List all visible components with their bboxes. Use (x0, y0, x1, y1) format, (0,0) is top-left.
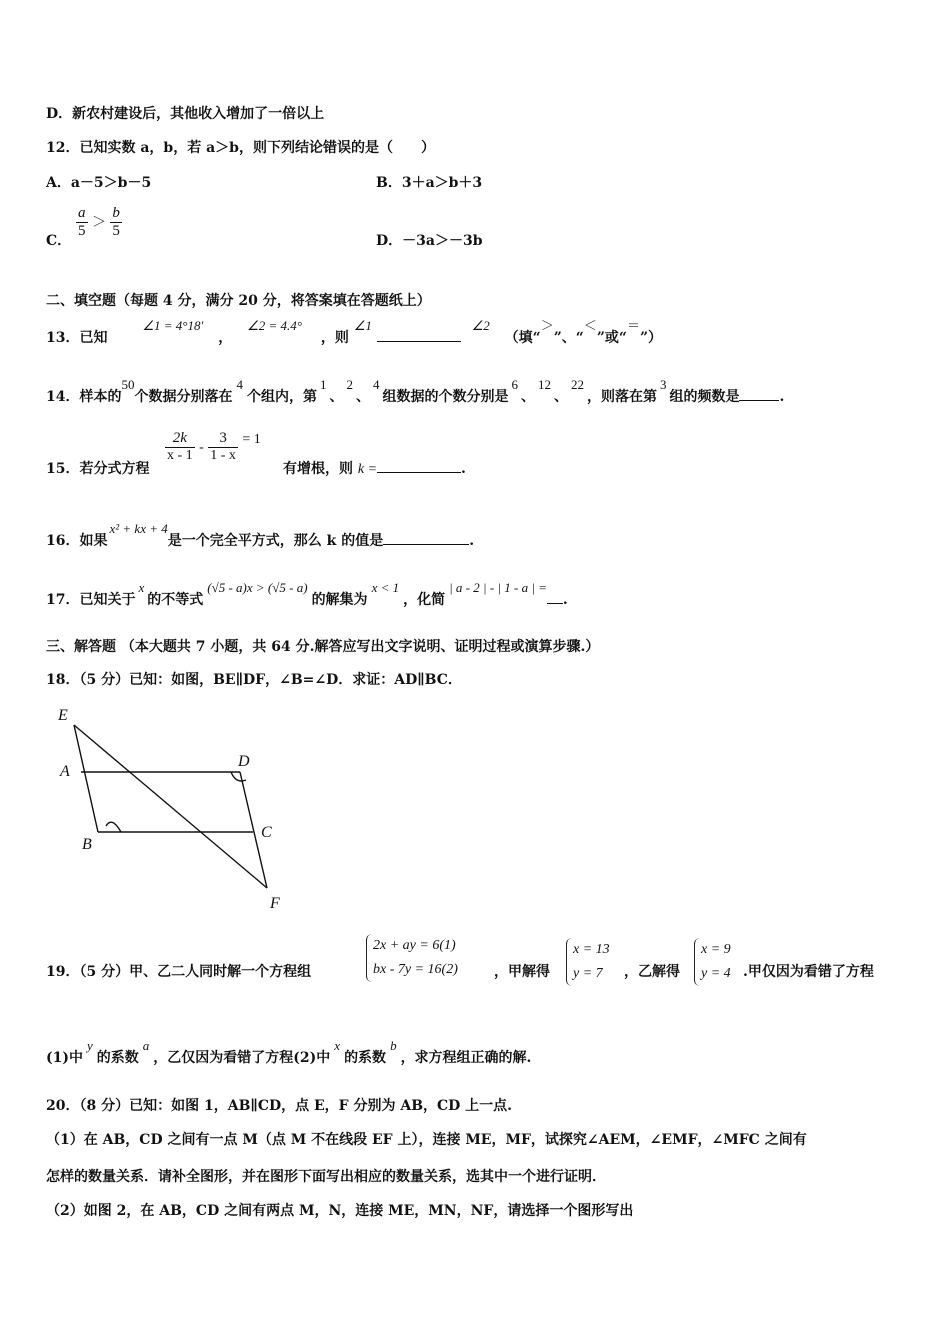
q19-jia-solution: x = 13 y = 7 (566, 938, 614, 986)
label-c: C (261, 824, 272, 841)
label-d: D (238, 753, 250, 770)
q19-jia-text: ，甲解得 (494, 964, 550, 980)
q14-answer-blank[interactable] (739, 386, 779, 401)
q15-answer-blank[interactable] (377, 458, 461, 473)
q19-line2: (1)中y的系数a，乙仅因为看错了方程(2)中x的系数b，求方程组正确的解. (46, 1038, 532, 1066)
q15-prefix: 15．若分式方程 (46, 461, 150, 477)
q17-expression: | a - 2 | - | 1 - a | = (449, 580, 547, 595)
q19-prefix: 19．（5 分）甲、乙二人同时解一个方程组 (46, 964, 312, 980)
q16-answer-blank[interactable] (383, 530, 469, 545)
label-a: A (60, 763, 70, 780)
q11-option-d: D．新农村建设后，其他收入增加了一倍以上 (46, 106, 325, 122)
label-f: F (270, 895, 280, 912)
q18-text: 18．（5 分）已知：如图，BE∥DF，∠B=∠D．求证：AD∥BC． (46, 672, 462, 688)
q19-system: 2x + ay = 6(1) bx - 7y = 16(2) (366, 934, 462, 982)
label-e: E (58, 707, 68, 724)
segment-eb (74, 725, 98, 832)
q12-option-c-label: C． (46, 233, 72, 249)
q15-rest: 有增根，则 k = . (283, 458, 466, 478)
q12-stem: 12．已知实数 a，b，若 a＞b，则下列结论错误的是（ ） (46, 140, 435, 156)
q19-yi-text: ，乙解得 (624, 964, 680, 980)
q17-answer-blank[interactable] (547, 589, 563, 604)
fraction-a-over-5: $\frac{a}{5}$ (78, 205, 86, 239)
q20-part2-line1: （2）如图 2，在 AB，CD 之间有两点 M，N，连接 ME，MN，NF，请选择一个图形写出 (46, 1203, 634, 1219)
q20-part1-line2: 怎样的数量关系．请补全图形，并在图形下面写出相应的数量关系，选其中一个进行证明． (46, 1169, 606, 1185)
q13-line: 13．已知 ∠1 = 4°18′ ， ∠2 = 4.4° ，则 ∠1 ∠2 （填“＞”、“＜”或“＝”） (46, 318, 663, 346)
fraction-b-over-5: $\frac{b}{5}$ (112, 205, 120, 239)
q12-option-c-expr: $\frac{a}{5}$ ＞ $\frac{b}{5}$ (78, 205, 120, 239)
q16-expression: x² + kx + 4 (109, 521, 168, 536)
q14-line: 14．样本的50个数据分别落在4个组内，第1、2、4组数据的个数分别是6、12、22，则落在第3组的频数是 . (46, 377, 785, 405)
angle1-value: ∠1 = 4°18′ (142, 318, 204, 333)
q20-part1-line1: （1）在 AB，CD 之间有一点 M（点 M 不在线段 EF 上），连接 ME，MF，试探究∠AEM，∠EMF，∠MFC 之间有 (46, 1132, 807, 1148)
section2-title: 二、填空题（每题 4 分，满分 20 分，将答案填在答题纸上） (46, 293, 431, 309)
angle-d-arc (231, 772, 246, 781)
q12-option-b: B．3＋a＞b＋3 (376, 175, 483, 191)
q13-answer-blank[interactable] (377, 327, 461, 342)
q17-inequality: (√5 - a)x > (√5 - a) (207, 580, 308, 595)
angle2-value: ∠2 = 4.4° (247, 318, 302, 333)
segment-ef (74, 725, 267, 888)
q16-line: 16．如果x² + kx + 4是一个完全平方式，那么 k 的值是 . (46, 521, 475, 549)
q19-yi-solution: x = 9 y = 4 (694, 938, 735, 986)
q19-tail: .甲仅因为看错了方程 (743, 964, 874, 980)
section3-title: 三、解答题 （本大题共 7 小题，共 64 分.解答应写出文字说明、证明过程或演算步骤.） (46, 639, 600, 655)
q12-option-a: A．a－5＞b－5 (46, 175, 152, 191)
q20-line1: 20．（8 分）已知：如图 1，AB∥CD，点 E，F 分别为 AB，CD 上一点. (46, 1098, 513, 1114)
angle-b-arc (106, 822, 121, 832)
q17-line: 17．已知关于x的不等式(√5 - a)x > (√5 - a)的解集为x < 1，化简| a - 2 | - | 1 - a | =. (46, 580, 568, 608)
q15-equation: $\frac{2k}{x - 1}$ - $\frac{3}{1 - x}$ = 1 (167, 430, 261, 463)
q18-figure (50, 700, 310, 920)
label-b: B (82, 836, 92, 853)
q12-option-d: D．－3a＞－3b (376, 233, 483, 249)
